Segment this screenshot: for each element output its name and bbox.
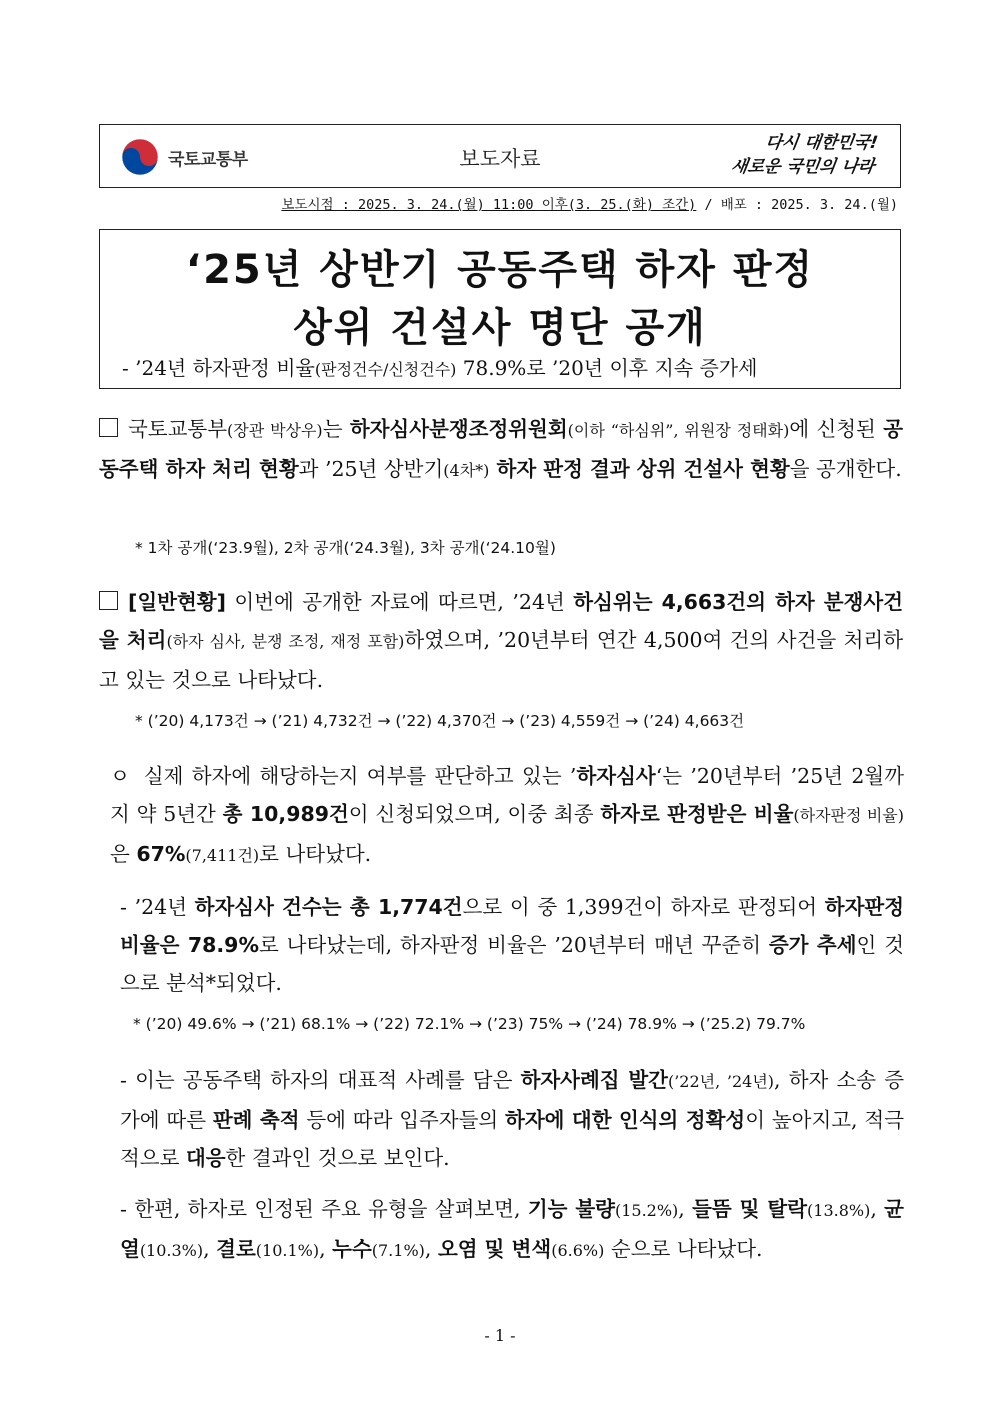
s1-f: 에 신청된 [789,417,884,441]
dash3-paragraph [120,1190,904,1270]
slogan-line1: 다시 대한민국! [764,133,880,153]
release-distribution: / 배포 : 2025. 3. 24.(월) [696,197,898,213]
d3-n: 누수 [332,1237,372,1261]
section1-note: * 1차 공개(‘23.9월), 2차 공개(‘24.3월), 3차 공개(‘24.10월) [135,539,556,557]
title-box [99,229,901,389]
d2-i: 대응 [185,1146,226,1170]
d1-a: - ’24년 [120,895,195,919]
d3-g: , [870,1197,885,1221]
d2-d: , 하자 소송 증가에 따른 [120,1068,904,1132]
s2-b: 하심위는 4,663건의 하자 분쟁사건을 처리 [99,590,904,652]
subtitle-b: 78.9%로 ’20년 이후 지속 증가세 [456,356,758,380]
subtitle-a: - ’24년 하자판정 비율 [122,356,315,380]
bullet1-paragraph [110,757,904,875]
s2-c: (하자 심사, 분쟁 조정, 재정 포함) [166,632,405,651]
slogan-line2: 새로운 국민의 나라 [729,157,876,177]
s1-b: (장관 박상우) [227,421,323,440]
d3-f: (13.8%) [807,1201,871,1220]
d1-e: 로 나타났는데, 하자판정 비율은 ’20년부터 매년 꾸준히 [259,933,769,957]
d2-j: 한 결과인 것으로 보인다. [225,1146,450,1170]
slogan [723,131,880,179]
s1-d: 하자심사분쟁조정위원회 [349,417,568,441]
d2-e: 판례 축적 [212,1108,300,1132]
press-header-box [99,124,901,188]
b1-a: 실제 하자에 해당하는지 여부를 판단하고 있는 ’ [143,764,577,788]
d3-j: , [203,1237,217,1261]
s1-i: (4차*) [443,461,490,480]
release-info [281,193,898,213]
d1-c: 으로 이 중 1,399건이 하자로 판정되어 [462,895,825,919]
checkbox-square-icon [99,418,118,437]
bullet-mark: ㅇ [110,764,130,788]
s1-a: 국토교통부 [128,417,228,441]
s1-h: 과 ’25년 상반기 [298,457,444,481]
section2-note: * (’20) 4,173건 → (’21) 4,732건 → (’22) 4,370건 → (’23) 4,559건 → (’24) 4,663건 [135,712,745,730]
b1-g: (하자판정 비율) [793,806,904,825]
d3-s: 순으로 나타났다. [604,1237,763,1261]
section2-paragraph [99,583,903,699]
d2-f: 등에 따라 입주자들의 [299,1108,506,1132]
title-line2: 상위 건설사 명단 공개 [293,305,707,351]
s1-j: 하자 판정 결과 상위 건설사 현황 [489,457,790,481]
s1-e: (이하 “하심위”, 위원장 정태화) [567,421,790,440]
b1-j: (7,411건) [185,846,260,865]
b1-f: 하자로 판정받은 비율 [600,802,794,826]
checkbox-square-icon [99,591,118,610]
d3-r: (6.6%) [551,1241,605,1260]
b1-d: 총 10,989건 [222,802,349,826]
d3-m: , [319,1237,333,1261]
release-embargo: 보도시점 : 2025. 3. 24.(월) 11:00 이후(3. 25.(화) 조간) [281,197,697,213]
d3-o: (7.1%) [371,1241,425,1260]
d2-h: 이 높아지고, 적극적으로 [120,1108,905,1170]
d2-a: - 이는 공동주택 하자의 대표적 사례를 담은 [120,1068,521,1092]
d1-g: 인 것으로 분석*되었다. [120,933,904,995]
d3-l: (10.1%) [255,1241,320,1260]
d1-d: 하자판정 비율은 78.9% [120,895,904,957]
d3-k: 결로 [216,1237,256,1261]
dash2-paragraph [120,1061,904,1177]
dash1-note: * (’20) 49.6% → (’21) 68.1% → (’22) 72.1% → (’23) 75% → (’24) 78.9% → (’25.2) 79.7% [133,1015,806,1033]
s1-g: 공동주택 하자 처리 현황 [99,417,903,481]
d3-e: 들뜸 및 탈락 [692,1197,808,1221]
s2-a: 이번에 공개한 자료에 따르면, ’24년 [225,590,574,614]
d3-p: , [424,1237,438,1261]
d1-b: 하자심사 건수는 총 1,774건 [194,895,463,919]
d3-q: 오염 및 변색 [437,1237,552,1261]
s1-k: 을 공개한다. [789,457,902,481]
d3-h: 균열 [120,1197,904,1261]
d2-b: 하자사례집 발간 [520,1068,668,1092]
b1-k: 로 나타났다. [259,842,372,866]
d3-i: (10.3%) [139,1241,204,1260]
ministry-name: 국토교통부 [168,149,248,170]
d3-d: , [678,1197,693,1221]
subtitle-paren: (판정건수/신청건수) [314,360,457,379]
d3-c: (15.2%) [614,1201,679,1220]
b1-c: ‘는 ’20년부터 ’25년 2월까지 약 5년간 [110,764,905,826]
b1-i: 67% [136,842,186,866]
d2-c: (’22년, ’24년) [667,1072,775,1091]
doc-type: 보도자료 [459,147,541,171]
title-line1: ‘25년 상반기 공동주택 하자 판정 [185,247,815,293]
d2-g: 하자에 대한 인식의 정확성 [505,1108,746,1132]
s1-c: 는 [322,417,350,441]
d1-f: 증가 추세 [768,933,857,957]
section1-paragraph [99,410,903,490]
subtitle [122,352,890,381]
s2-label: [일반현황] [128,590,226,614]
b1-b: 하자심사 [576,764,656,788]
d3-a: - 한편, 하자로 인정된 주요 유형을 살펴보면, [120,1197,528,1221]
d3-b: 기능 불량 [527,1197,615,1221]
s2-d: 하였으며, ’20년부터 연간 4,500여 건의 사건을 처리하고 있는 것으로 나타났다. [99,628,904,692]
page-number: - 1 - [484,1326,516,1345]
b1-h: 은 [110,842,137,866]
dash1-paragraph [120,888,904,1002]
b1-e: 이 신청되었으며, 이중 최종 [348,802,601,826]
